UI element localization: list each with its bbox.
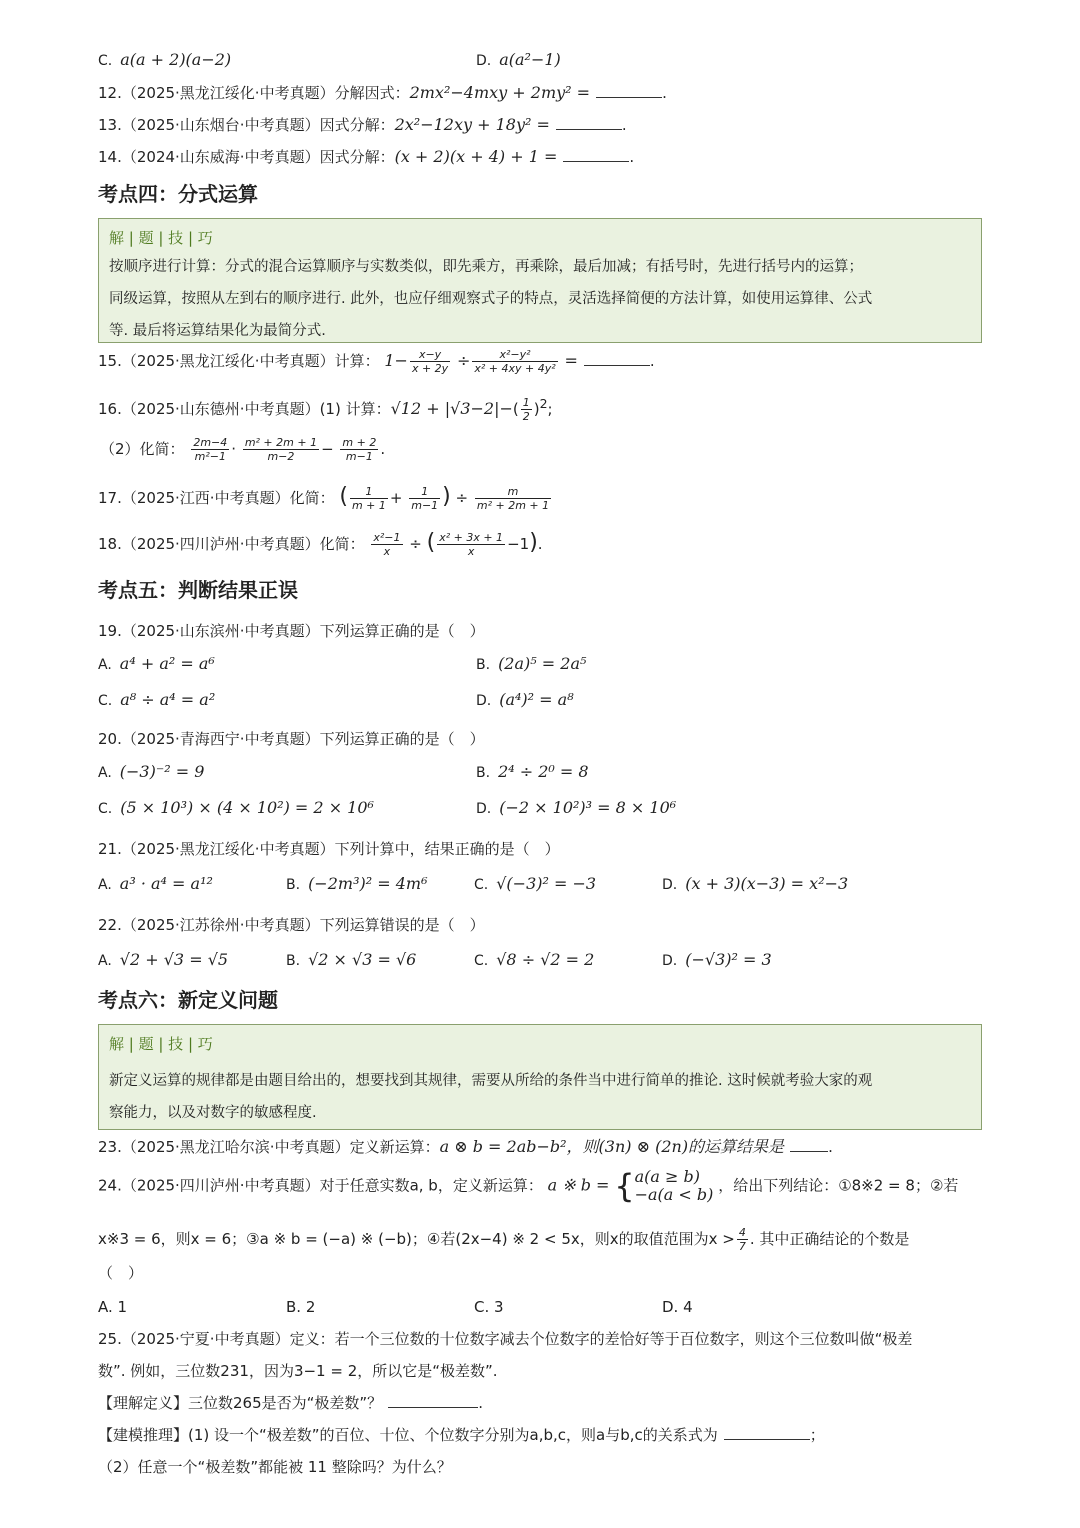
question-25-line1: 25.（2025·宁夏·中考真题）定义：若一个三位数的十位数字减去个位数字的差恰好等于百位数字，则这个三位数叫做“极差 [98, 1330, 913, 1348]
tip-box-1 [98, 218, 982, 343]
q11-option-d: D. a(a²−1) [476, 50, 561, 69]
q24-option-a: A. 1 [98, 1298, 128, 1316]
q19-option-d: D. (a⁴)² = a⁸ [476, 690, 574, 709]
question-15: 15.（2025·黑龙江绥化·中考真题）计算： 1− $\frac{x-y}{x + 2y}$ ÷ $\frac{\text{x²−y²}}{\text{x² + 4xy + 4y²}}$ = . [98, 348, 655, 375]
question-13: 13.（2025·山东烟台·中考真题）因式分解：2x²−12xy + 18y² = . [98, 115, 627, 134]
tip-box-1-line2: 同级运算，按照从左到右的顺序进行. 此外，也应仔细观察式子的特点，灵活选择简便的方法计算，如使用运算律、公式 [109, 291, 873, 307]
q20-option-b: B. 2⁴ ÷ 2⁰ = 8 [476, 762, 589, 781]
tip-box-2 [98, 1024, 982, 1130]
q19-option-b: B. (2a)⁵ = 2a⁵ [476, 654, 587, 673]
tip-box-1-line3: 等. 最后将运算结果化为最简分式. [109, 323, 326, 339]
question-20: 20.（2025·青海西宁·中考真题）下列运算正确的是（ ） [98, 730, 485, 748]
question-14: 14.（2024·山东威海·中考真题）因式分解：(x + 2)(x + 4) + 1 = . [98, 147, 635, 166]
q21-option-c: C. √(−3)² = −3 [474, 874, 597, 893]
q22-option-d: D. (−√3)² = 3 [662, 950, 772, 969]
q21-option-b: B. (−2m³)² = 4m⁶ [286, 874, 428, 893]
section-6-title: 考点六：新定义问题 [98, 988, 278, 1012]
q20-option-d: D. (−2 × 10²)³ = 8 × 10⁶ [476, 798, 677, 817]
question-23: 23.（2025·黑龙江哈尔滨·中考真题）定义新运算：a ⊗ b = 2ab−b²，则(3n) ⊗ (2n)的运算结果是 . [98, 1137, 833, 1156]
q19-option-a: A. a⁴ + a² = a⁶ [98, 654, 215, 673]
question-18: 18.（2025·四川泸州·中考真题）化简： $\frac{\text{x²−1}}{x}$ ÷ ( $\frac{\text{x² + 3x + 1}}{x}$ −1). [98, 530, 543, 558]
question-25-line5: （2）任意一个“极差数”都能被 11 整除吗？为什么？ [98, 1458, 452, 1476]
tip-box-2-head: 解 | 题 | 技 | 巧 [109, 1035, 213, 1053]
q11-option-c: C. a(a + 2)(a−2) [98, 50, 232, 69]
q24-option-b: B. 2 [286, 1298, 316, 1316]
question-25-line2: 数”. 例如，三位数231，因为3−1 = 2，所以它是“极差数”. [98, 1362, 498, 1380]
question-24-line3: （ ） [98, 1264, 144, 1282]
q19-option-c: C. a⁸ ÷ a⁴ = a² [98, 690, 216, 709]
tip-box-2-line1: 新定义运算的规律都是由题目给出的，想要找到其规律，需要从所给的条件当中进行简单的推论. 这时候就考验大家的观 [109, 1073, 873, 1089]
q20-option-c: C. (5 × 10³) × (4 × 10²) = 2 × 10⁶ [98, 798, 374, 817]
q24-option-c: C. 3 [474, 1298, 504, 1316]
question-25-line4: 【建模推理】(1) 设一个“极差数”的百位、十位、个位数字分别为a,b,c，则a与b,c的关系式为 ； [98, 1426, 825, 1444]
question-19: 19.（2025·山东滨州·中考真题）下列运算正确的是（ ） [98, 622, 485, 640]
q21-option-d: D. (x + 3)(x−3) = x²−3 [662, 874, 849, 893]
section-4-title: 考点四：分式运算 [98, 182, 258, 206]
tip-box-1-head: 解 | 题 | 技 | 巧 [109, 229, 213, 247]
q21-option-a: A. a³ · a⁴ = a¹² [98, 874, 213, 893]
q22-option-c: C. √8 ÷ √2 = 2 [474, 950, 595, 969]
q24-option-d: D. 4 [662, 1298, 693, 1316]
question-24-line2: x※3 = 6，则x = 6；③a ※ b = (−a) ※ (−b)；④若(2x−4) ※ 2 < 5x，则x的取值范围为x > $\frac{4}{7}$ . 其中正确结论的个数是 [98, 1226, 910, 1253]
q22-option-b: B. √2 × √3 = √6 [286, 950, 417, 969]
question-17: 17.（2025·江西·中考真题）化简： ( $\frac{1}{m + 1}$ + $\frac{1}{m-1}$ ) ÷ $\frac{m}{\text{m² + 2m + 1}}$ [98, 484, 550, 512]
question-25-line3: 【理解定义】三位数265是否为“极差数”？ . [98, 1394, 483, 1412]
tip-box-2-line2: 察能力，以及对数字的敏感程度. [109, 1105, 317, 1121]
question-16-part2: （2）化简： $\frac{2m-4}{\text{m²−1}}$ · $\frac{\text{m² + 2m + 1}}{m-2}$ − $\frac{m + 2}{m-1}$ . [100, 436, 386, 463]
q22-option-a: A. √2 + √3 = √5 [98, 950, 229, 969]
question-12: 12.（2025·黑龙江绥化·中考真题）分解因式：2mx²−4mxy + 2my² = . [98, 83, 667, 102]
section-5-title: 考点五：判断结果正误 [98, 578, 298, 602]
tip-box-1-line1: 按顺序进行计算：分式的混合运算顺序与实数类似，即先乘方，再乘除，最后加减；有括号时，先进行括号内的运算； [109, 259, 863, 275]
question-16: 16.（2025·山东德州·中考真题）(1) 计算：√12 + |√3−2|−( $\frac{1}{2}$ )$^2$; [98, 396, 553, 423]
question-21: 21.（2025·黑龙江绥化·中考真题）下列计算中，结果正确的是（ ） [98, 840, 560, 858]
q20-option-a: A. (−3)⁻² = 9 [98, 762, 205, 781]
question-22: 22.（2025·江苏徐州·中考真题）下列运算错误的是（ ） [98, 916, 485, 934]
question-24: 24.（2025·四川泸州·中考真题）对于任意实数a, b，定义新运算： a ※ b = { a(a ≥ b) −a(a < b) ，给出下列结论：①8※2 = 8；②若 [98, 1167, 959, 1205]
